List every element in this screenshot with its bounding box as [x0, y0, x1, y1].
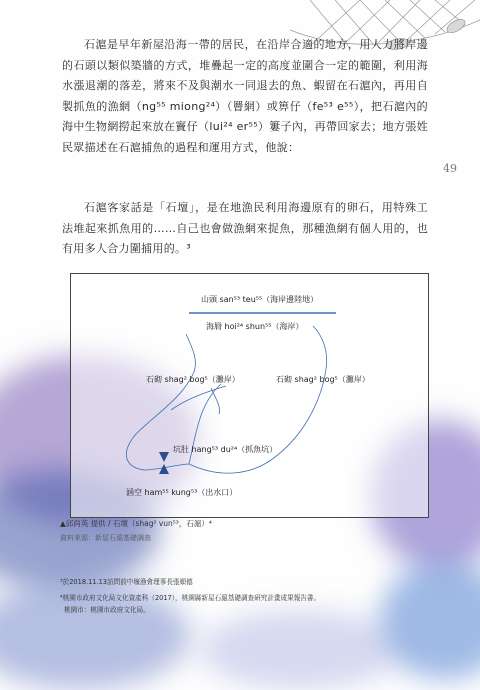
footnote-4-cont: 桃園市：桃園市政府文化局。 — [64, 606, 150, 614]
label-left-stone-wall: 石砌 shag² bog⁵（灘岸） — [146, 375, 240, 384]
figure-source: 資料來源：新屋石滬基礎調查 — [60, 534, 151, 542]
label-water-outlet: 涵空 ham⁵⁵ kung⁵³（出水口） — [126, 488, 238, 497]
fish-weir-drawing — [71, 274, 428, 517]
footnote-3: ³於2018.11.13訪問前中堰漁會理事長張順德 — [60, 578, 193, 586]
label-fishing-pit: 坑肚 hang⁵³ du²⁴（抓魚坑） — [173, 445, 278, 454]
footnote-4: ⁴桃園市政府文化局文化資產科（2017），桃園縣新屋石滬基礎調查研究計畫成果報告書。 — [60, 594, 321, 602]
label-sea-shore: 海脣 hoi²⁴ shun⁵⁵（海岸） — [206, 322, 304, 331]
label-mountain-shore: 山頭 san⁵³ teu⁵⁵（海岸邊陸地） — [201, 295, 319, 304]
body-paragraph-1: 石滬是早年新屋沿海一帶的居民，在沿岸合適的地方，用人力將岸邊的石頭以類似築牆的方式，堆疊起一定的高度並圍合一定的範圍，利用海水漲退潮的落差，將來不及與潮水一同退去的魚、蝦留在石滬內，再用自製抓魚的漁網（ng⁵⁵ miong²⁴）（罾網）或箅仔（fe⁵³ e⁵⁵），把石滬內的海中生物網撈起來放在竇仔（lui²⁴ er⁵⁵）簍子內，再帶回家去；地方張姓民眾描述在石滬捕魚的過程和運用方式，他說： — [62, 38, 428, 154]
fish-weir-diagram — [70, 273, 429, 518]
page-number: 49 — [443, 162, 457, 175]
figure-caption: ▲邱尚英 提供 / 石壇（shag² vun⁵³，石滬）⁴ — [60, 519, 212, 528]
watercolor-blob — [200, 610, 400, 690]
body-paragraph-2: 石滬客家話是「石壇」，是在地漁民利用海邊原有的卵石，用特殊工法堆起來抓魚用的……自己也會做漁網來捉魚，那種漁網有個人用的，也有用多人合力圍捕用的。³ — [62, 201, 428, 256]
label-right-stone-wall: 石砌 shag² bog⁵（灘岸） — [276, 375, 370, 384]
